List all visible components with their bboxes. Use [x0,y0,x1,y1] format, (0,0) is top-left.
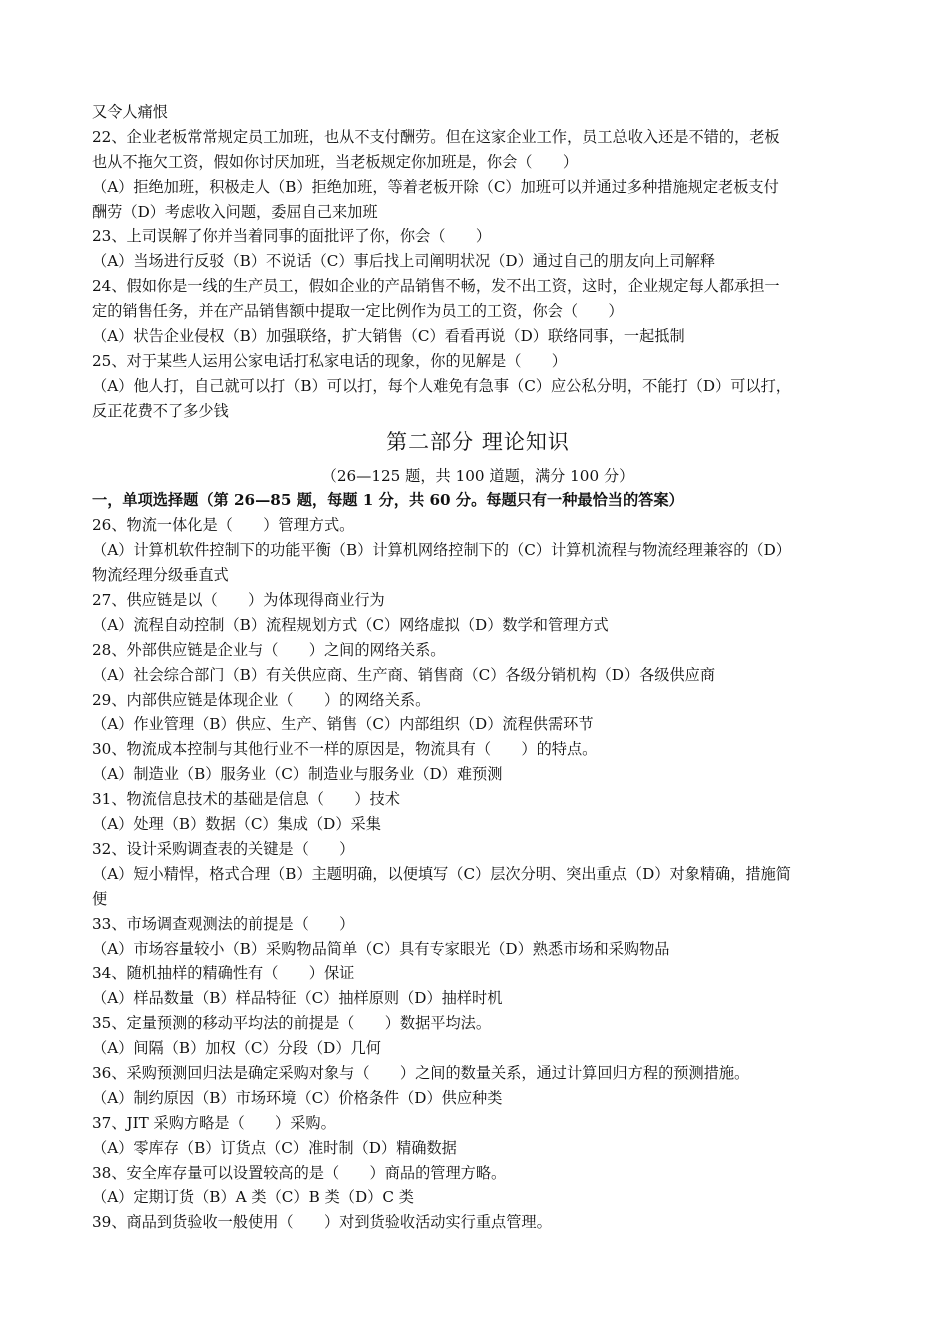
question-25-options-2: 反正花费不了多少钱 [92,401,229,420]
question-39: 39、商品到货验收一般使用（ ）对到货验收活动实行重点管理。 [92,1213,552,1232]
bottom-questions [92,513,864,1235]
question-26: 26、物流一体化是（ ）管理方式。 [92,516,355,535]
question-34: 34、随机抽样的精确性有（ ）保证 [92,964,355,983]
question-30: 30、物流成本控制与其他行业不一样的原因是，物流具有（ ）的特点。 [92,740,598,759]
question-30-options: （A）制造业（B）服务业（C）制造业与服务业（D）难预测 [92,765,503,784]
question-36-options: （A）制约原因（B）市场环境（C）价格条件（D）供应种类 [92,1088,503,1107]
question-22-line-2: 也从不拖欠工资，假如你讨厌加班，当老板规定你加班是，你会（ ） [92,152,578,171]
question-25-options-1: （A）他人打，自己就可以打（B）可以打，每个人难免有急事（C）应公私分明，不能打（D）可以打， [92,376,791,395]
question-24-line-2: 定的销售任务，并在产品销售额中提取一定比例作为员工的工资，你会（ ） [92,302,624,321]
question-26-options-1: （A）计算机软件控制下的功能平衡（B）计算机网络控制下的（C）计算机流程与物流经理兼容的（D） [92,541,791,560]
question-36: 36、采购预测回归法是确定采购对象与（ ）之间的数量关系，通过计算回归方程的预测措施。 [92,1063,750,1082]
text-line: 又令人痛恨 [92,103,168,121]
question-28-options: （A）社会综合部门（B）有关供应商、生产商、销售商（C）各级分销机构（D）各级供应商 [92,665,716,684]
question-37: 37、JIT 采购方略是（ ）采购。 [92,1113,336,1132]
part-subtitle: （26—125 题，共 100 道题，满分 100 分） [321,466,635,485]
question-31: 31、物流信息技术的基础是信息（ ）技术 [92,790,400,809]
question-31-options: （A）处理（B）数据（C）集成（D）采集 [92,815,381,834]
document-page [92,100,864,1235]
question-37-options: （A）零库存（B）订货点（C）准时制（D）精确数据 [92,1138,457,1157]
question-22-options-1: （A）拒绝加班，积极走人（B）拒绝加班，等着老板开除（C）加班可以并通过多种措施规定老板支付 [92,177,779,196]
question-22-options-2: 酬劳（D）考虑收入问题，委屈自己来加班 [92,202,378,221]
question-32-options-1: （A）短小精悍，格式合理（B）主题明确，以便填写（C）层次分明、突出重点（D）对象精确，措施简 [92,864,791,883]
question-33-options: （A）市场容量较小（B）采购物品简单（C）具有专家眼光（D）熟悉市场和采购物品 [92,939,670,958]
section-heading: 一，单项选择题（第 26—85 题，每题 1 分，共 60 分。每题只有一种最恰当的答案） [92,491,684,510]
question-24-line-1: 24、假如你是一线的生产员工，假如企业的产品销售不畅，发不出工资，这时，企业规定每人都承担一 [92,277,780,296]
question-38: 38、安全库存量可以设置较高的是（ ）商品的管理方略。 [92,1163,507,1182]
question-23-options: （A）当场进行反驳（B）不说话（C）事后找上司阐明状况（D）通过自己的朋友向上司解释 [92,252,716,271]
question-22-line-1: 22、企业老板常常规定员工加班，也从不支付酬劳。但在这家企业工作，员工总收入还是不错的，老板 [92,127,780,146]
part-title: 第二部分 理论知识 [386,429,570,454]
question-29-options: （A）作业管理（B）供应、生产、销售（C）内部组织（D）流程供需环节 [92,715,594,734]
top-questions [92,100,864,424]
question-35: 35、定量预测的移动平均法的前提是（ ）数据平均法。 [92,1014,492,1033]
question-27: 27、供应链是以（ ）为体现得商业行为 [92,591,385,610]
question-23: 23、上司误解了你并当着同事的面批评了你，你会（ ） [92,227,492,246]
question-35-options: （A）间隔（B）加权（C）分段（D）几何 [92,1039,381,1058]
question-25: 25、对于某些人运用公家电话打私家电话的现象，你的见解是（ ） [92,351,567,370]
question-27-options: （A）流程自动控制（B）流程规划方式（C）网络虚拟（D）数学和管理方式 [92,615,609,634]
question-34-options: （A）样品数量（B）样品特征（C）抽样原则（D）抽样时机 [92,989,503,1008]
question-26-options-2: 物流经理分级垂直式 [92,566,229,585]
question-32-options-2: 便 [92,889,108,908]
question-24-options: （A）状告企业侵权（B）加强联络，扩大销售（C）看看再说（D）联络同事，一起抵制 [92,327,685,346]
question-29: 29、内部供应链是体现企业（ ）的网络关系。 [92,690,431,709]
question-38-options: （A）定期订货（B）A 类（C）B 类（D）C 类 [92,1188,414,1207]
question-32: 32、设计采购调查表的关键是（ ） [92,839,355,858]
question-33: 33、市场调查观测法的前提是（ ） [92,914,355,933]
question-28: 28、外部供应链是企业与（ ）之间的网络关系。 [92,640,446,659]
